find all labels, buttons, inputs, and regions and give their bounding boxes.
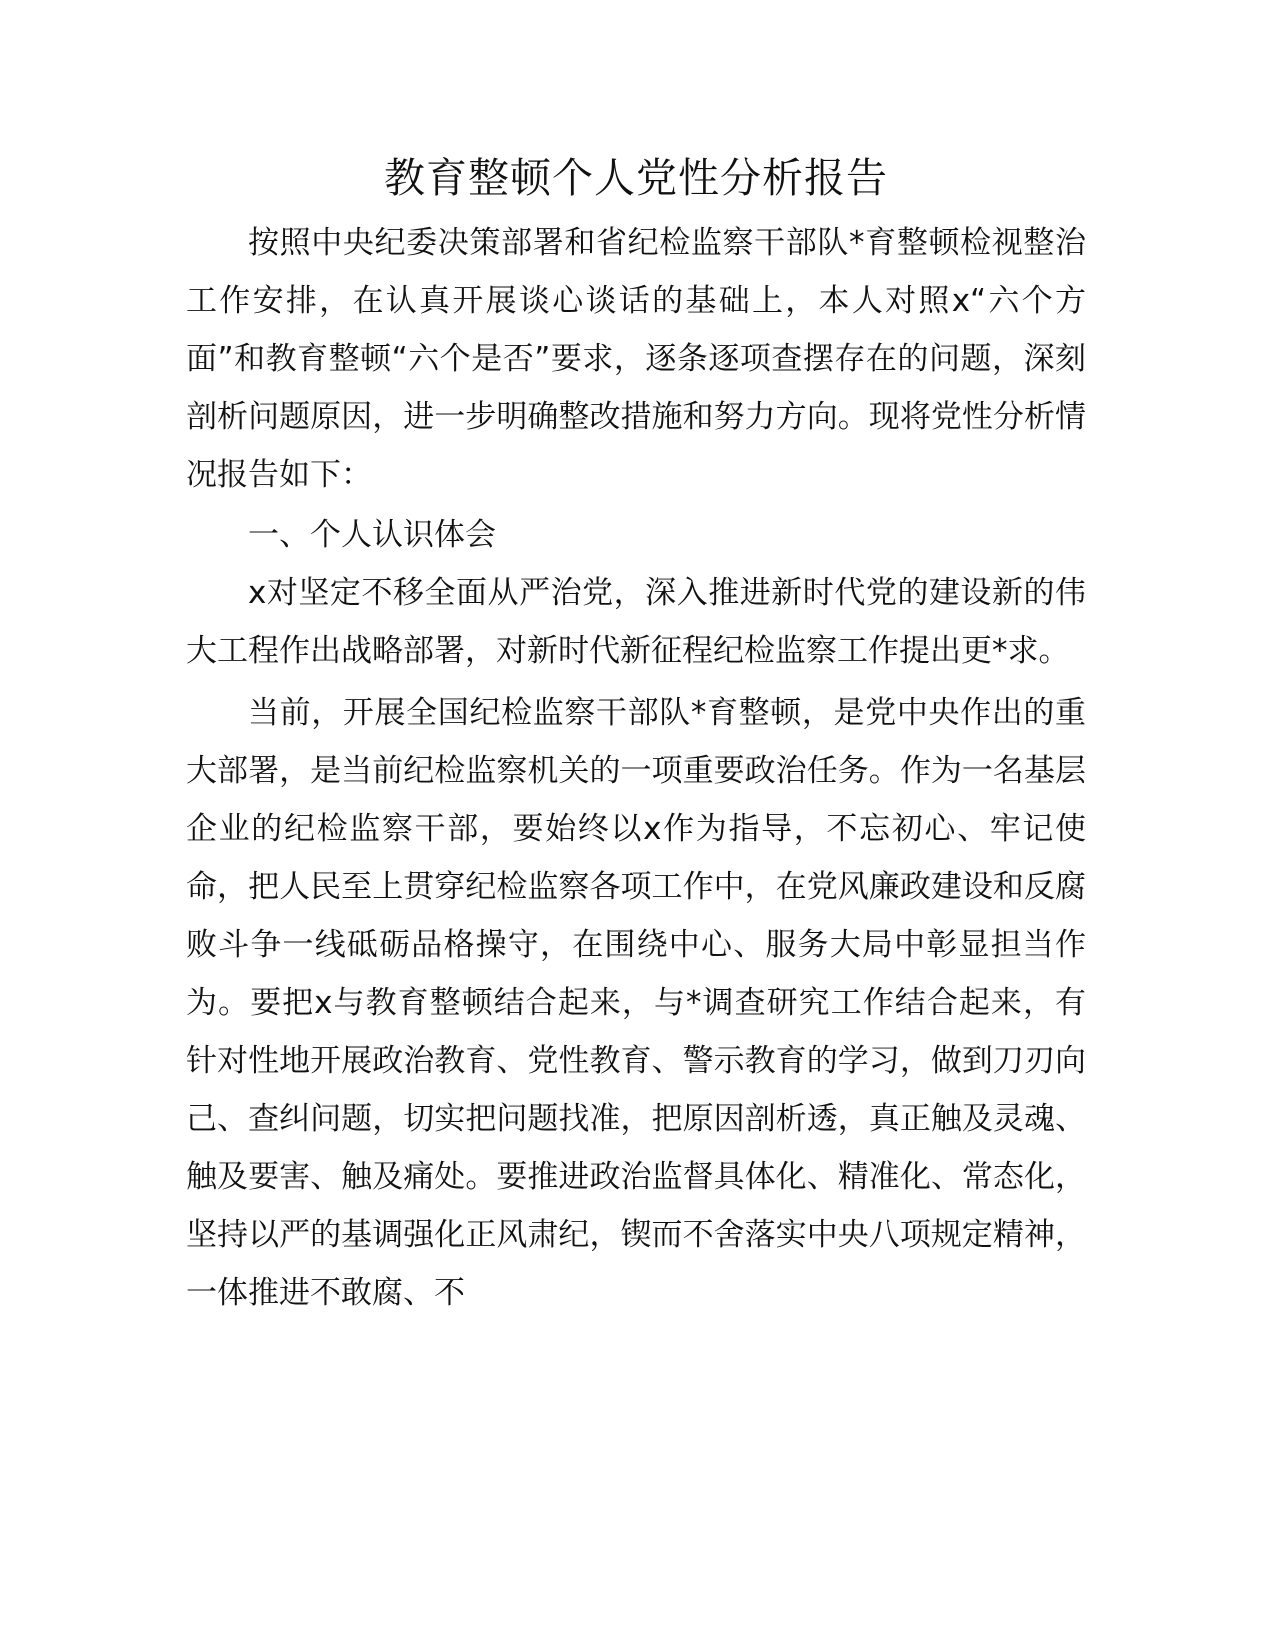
body-paragraph: 当前，开展全国纪检监察干部队*育整顿，是党中央作出的重大部署，是当前纪检监察机关的一项重要政治任务。作为一名基层企业的纪检监察干部，要始终以x作为指导，不忘初心、牢记使命，把人民至上贯穿纪检监察各项工作中，在党风廉政建设和反腐败斗争一线砥砺品格操守，在围绕中心、服务大局中彰显担当作为。要把x与教育整顿结合起来，与*调查研究工作结合起来，有针对性地开展政治教育、党性教育、警示教育的学习，做到刀刃向己、查纠问题，切实把问题找准，把原因剖析透，真正触及灵魂、触及要害、触及痛处。要推进政治监督具体化、精准化、常态化，坚持以严的基调强化正风肃纪，锲而不舍落实中央八项规定精神，一体推进不敢腐、不 [186, 695, 1086, 1311]
body-paragraph: x对坚定不移全面从严治党，深入推进新时代党的建设新的伟大工程作出战略部署，对新时代新征程纪检监察工作提出更*求。 [186, 575, 1086, 669]
document-title: 教育整顿个人党性分析报告 [384, 154, 888, 202]
intro-paragraph: 按照中央纪委决策部署和省纪检监察干部队*育整顿检视整治工作安排，在认真开展谈心谈话的基础上，本人对照x“六个方面”和教育整顿“六个是否”要求，逐条逐项查摆存在的问题，深刻剖析问题原因，进一步明确整改措施和努力方向。现将党性分析情况报告如下： [186, 225, 1086, 493]
document-body [186, 148, 1086, 1322]
section-heading: 一、个人认识体会 [248, 517, 496, 553]
